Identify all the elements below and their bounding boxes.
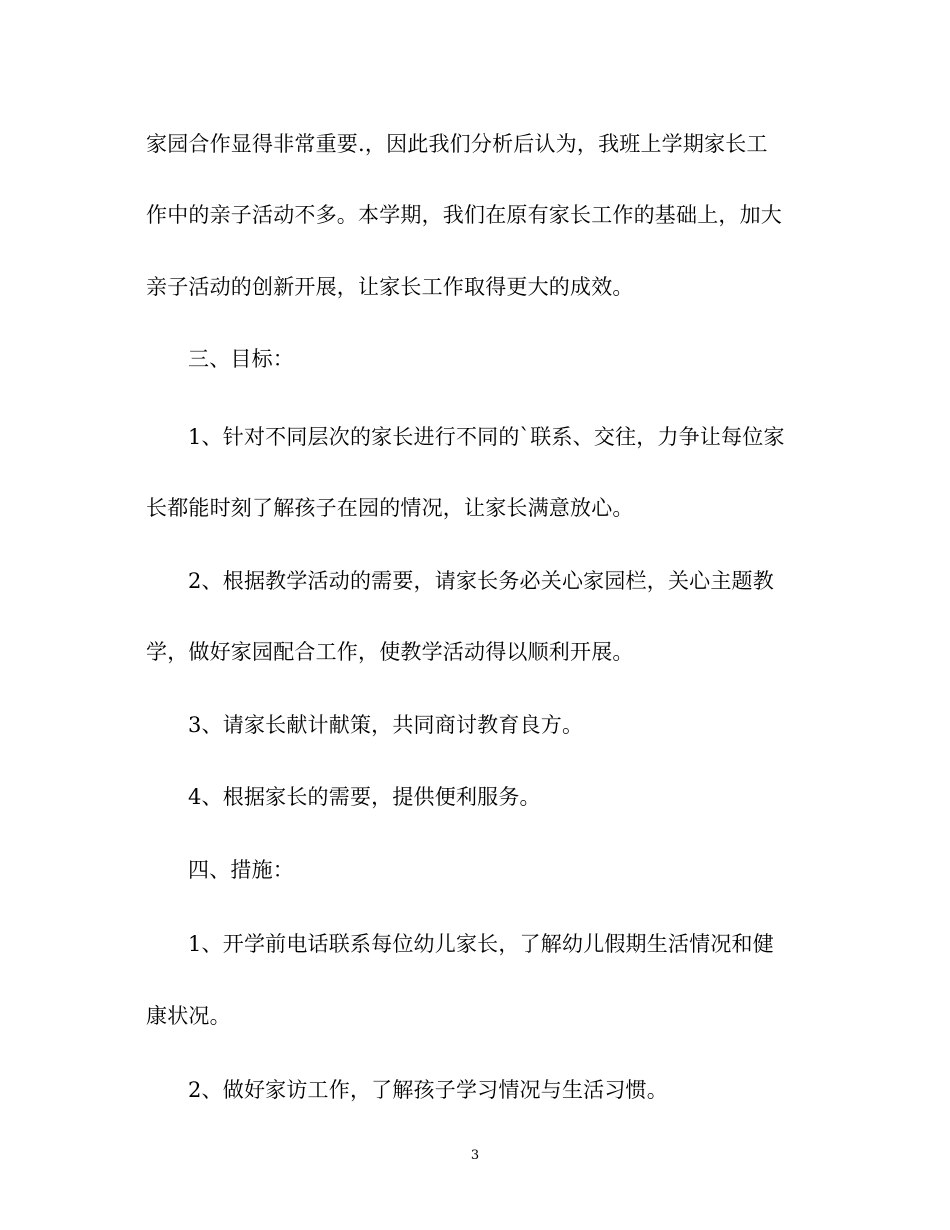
paragraph-line: 长都能时刻了解孩子在园的情况，让家长满意放心。 — [146, 496, 634, 520]
paragraph-line: 2、根据教学活动的需要，请家长务必关心家园栏，关心主题教 — [188, 569, 774, 593]
paragraph-line: 亲子活动的创新开展，让家长工作取得更大的成效。 — [146, 275, 634, 299]
paragraph-line: 4、根据家长的需要，提供便利服务。 — [188, 785, 541, 809]
page-number: 3 — [470, 1148, 480, 1163]
paragraph-line: 1、开学前电话联系每位幼儿家长，了解幼儿假期生活情况和健 — [188, 932, 774, 956]
paragraph-line: 家园合作显得非常重要.，因此我们分析后认为，我班上学期家长工 — [146, 132, 768, 156]
paragraph-line: 2、做好家访工作，了解孩子学习情况与生活习惯。 — [188, 1078, 668, 1102]
paragraph-line: 作中的亲子活动不多。本学期，我们在原有家长工作的基础上，加大 — [146, 203, 782, 227]
paragraph-line: 康状况。 — [146, 1004, 231, 1028]
paragraph-line: 1、针对不同层次的家长进行不同的`联系、交往，力争让每位家 — [188, 425, 785, 449]
section-heading-goals: 三、目标： — [188, 347, 294, 371]
section-heading-measures: 四、措施： — [188, 858, 294, 882]
paragraph-line: 学，做好家园配合工作，使教学活动得以顺利开展。 — [146, 640, 634, 664]
paragraph-line: 3、请家长献计献策，共同商讨教育良方。 — [188, 713, 584, 737]
